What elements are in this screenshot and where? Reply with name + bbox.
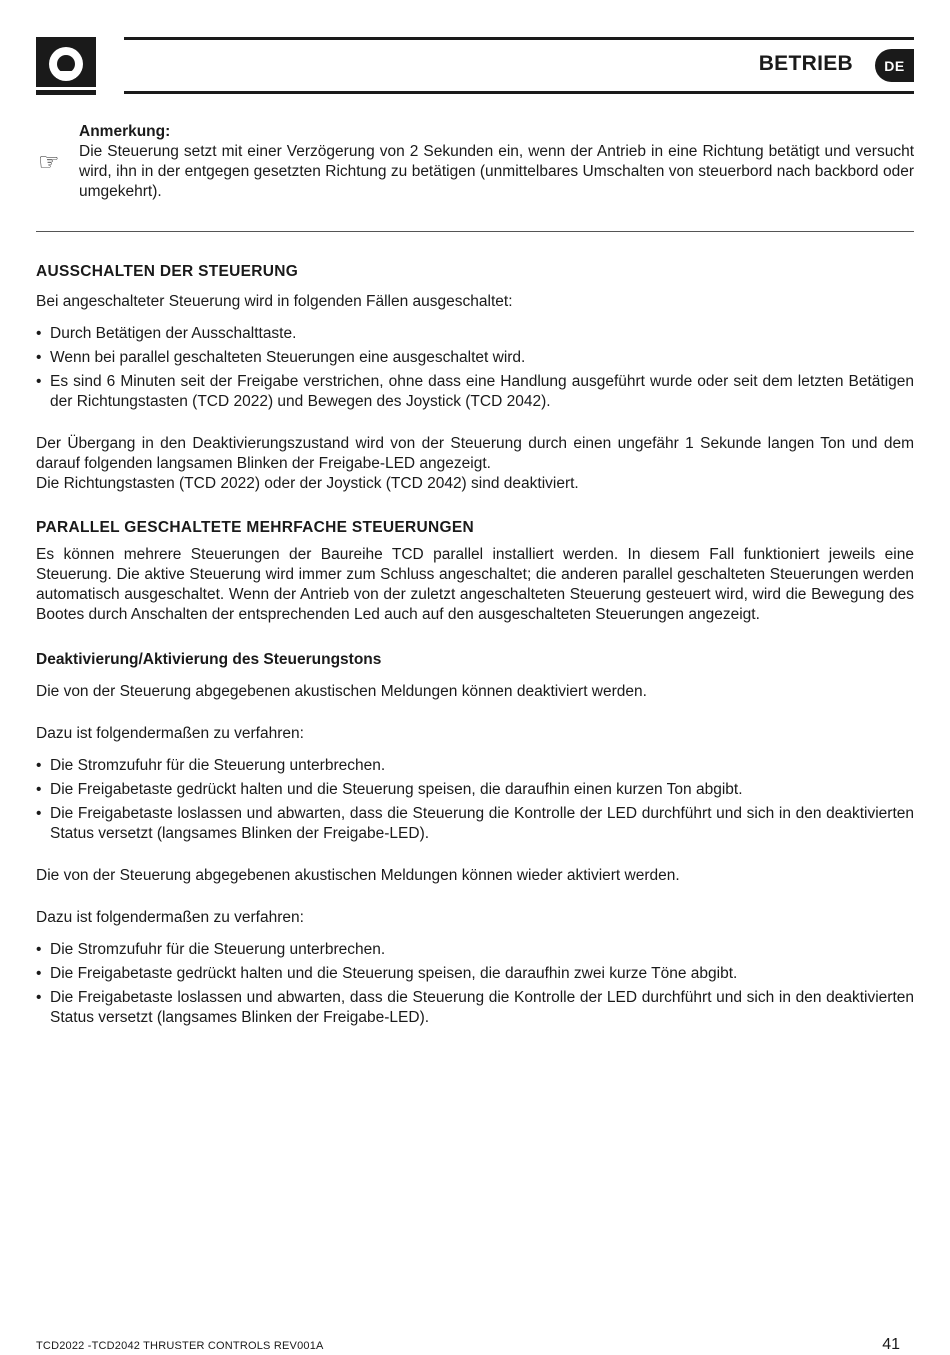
- heading-sound: Deaktivierung/Aktivierung des Steuerungstons: [36, 651, 382, 668]
- note-text: Die Steuerung setzt mit einer Verzögerung von 2 Sekunden ein, wenn der Antrieb in eine Richtung betätigt und versucht wird, ihn in der entgegen gesetzten Richtung zu betätigen (unmittelbares Umschalten von steuerbord nach backbord oder umgekehrt).: [79, 143, 914, 200]
- footer-document-id: TCD2022 -TCD2042 THRUSTER CONTROLS REV001A: [36, 1340, 324, 1352]
- header-top-rule: [124, 37, 914, 40]
- list-item: • Die Stromzufuhr für die Steuerung unterbrechen.: [36, 756, 914, 776]
- heading-shutdown: AUSSCHALTEN DER STEUERUNG: [36, 263, 299, 280]
- shutdown-list: [36, 324, 914, 412]
- sound-procedure-label: Dazu ist folgendermaßen zu verfahren:: [36, 725, 304, 742]
- sound-deactivate-list: [36, 756, 914, 844]
- list-item: • Die Freigabetaste loslassen und abwarten, dass die Steuerung die Kontrolle der LED durchführt und sich in den deaktivierten Status versetzt (langsames Blinken der Freigabe-LED).: [36, 988, 914, 1028]
- note-label: Anmerkung:: [79, 123, 171, 140]
- list-item: • Wenn bei parallel geschalteten Steuerungen eine ausgeschaltet wird.: [36, 348, 914, 368]
- sound-activate-intro: Die von der Steuerung abgegebenen akustischen Meldungen können wieder aktiviert werden.: [36, 867, 680, 884]
- shutdown-disabled-text: Die Richtungstasten (TCD 2022) oder der Joystick (TCD 2042) sind deaktiviert.: [36, 475, 579, 492]
- list-item: • Es sind 6 Minuten seit der Freigabe verstrichen, ohne dass eine Handlung ausgeführt wurde oder seit dem letzten Betätigen der Richtungstasten (TCD 2022) und Bewegen des Joystick (TCD 2042).: [36, 372, 914, 412]
- list-item: • Die Stromzufuhr für die Steuerung unterbrechen.: [36, 940, 914, 960]
- main-content: [36, 262, 914, 1032]
- header-bottom-rule: [124, 91, 914, 94]
- parallel-text: Es können mehrere Steuerungen der Baureihe TCD parallel installiert werden. In diesem Fall funktioniert jeweils eine Steuerung. Die aktive Steuerung wird immer zum Schluss angeschaltet; die anderen parallel geschalteten Steuerungen werden automatisch ausgeschaltet. Wenn der Antrieb von der zuletzt angeschalteten Steuerung gesteuert wird, wird die Bewegung des Bootes durch Anschalten der entsprechenden Led auch auf den ausgeschalteten Steuerungen angezeigt.: [36, 546, 914, 623]
- sound-deactivate-intro: Die von der Steuerung abgegebenen akustischen Meldungen können deaktiviert werden.: [36, 683, 647, 700]
- list-item: • Durch Betätigen der Ausschalttaste.: [36, 324, 914, 344]
- list-item: • Die Freigabetaste gedrückt halten und die Steuerung speisen, die daraufhin zwei kurze Töne abgibt.: [36, 964, 914, 984]
- list-item: • Die Freigabetaste gedrückt halten und die Steuerung speisen, die daraufhin einen kurzen Ton abgibt.: [36, 780, 914, 800]
- sound-activate-list: [36, 940, 914, 1028]
- shutdown-transition-text: Der Übergang in den Deaktivierungszustand wird von der Steuerung durch einen ungefähr 1 Sekunde langen Ton und dem darauf folgenden langsamen Blinken der Freigabe-LED angezeigt.: [36, 435, 914, 472]
- pointing-hand-icon: ☞: [38, 149, 60, 176]
- sound-procedure-label: Dazu ist folgendermaßen zu verfahren:: [36, 909, 304, 926]
- shutdown-intro: Bei angeschalteter Steuerung wird in folgenden Fällen ausgeschaltet:: [36, 293, 513, 310]
- section-title: BETRIEB: [758, 52, 853, 75]
- note-block: [79, 122, 914, 202]
- language-badge: DE: [875, 49, 914, 82]
- separator-line: [36, 231, 914, 232]
- list-item: • Die Freigabetaste loslassen und abwarten, dass die Steuerung die Kontrolle der LED durchführt und sich in den deaktivierten Status versetzt (langsames Blinken der Freigabe-LED).: [36, 804, 914, 844]
- brand-logo-icon: [36, 37, 96, 95]
- page-number: 41: [882, 1336, 900, 1353]
- heading-parallel: PARALLEL GESCHALTETE MEHRFACHE STEUERUNGEN: [36, 519, 475, 536]
